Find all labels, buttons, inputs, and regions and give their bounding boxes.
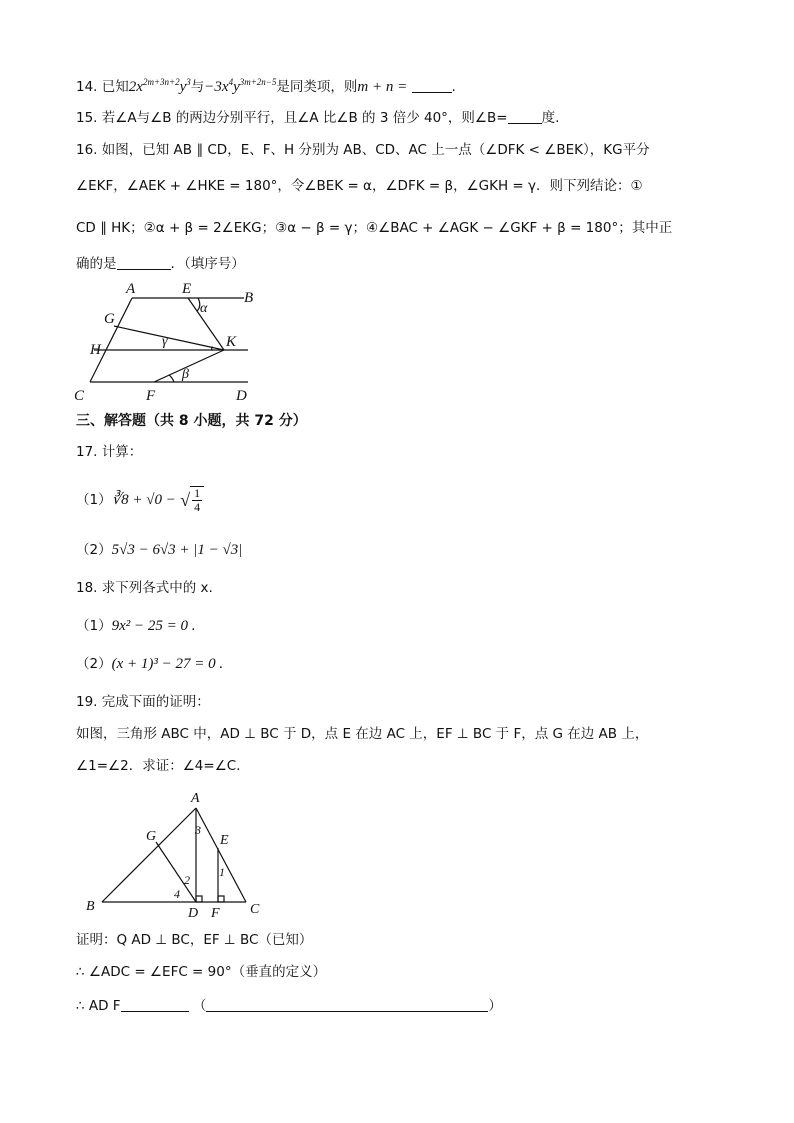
question-16-line-4 [76, 254, 245, 274]
label-k: K [226, 334, 237, 350]
math-term-1: $2x^{2m+3n+2}y^3$ [128, 77, 191, 95]
label-angle-3: 3 [195, 823, 201, 837]
label-e: E [182, 281, 192, 297]
sqrt-symbol: √ [180, 490, 191, 510]
proof-text: ） [488, 998, 502, 1014]
answer-blank[interactable] [412, 78, 452, 93]
label-c: C [250, 902, 260, 917]
math-expression: 5√3 − 6√3 + |1 − √3| [111, 542, 243, 558]
answer-blank[interactable] [508, 109, 542, 124]
part-label: （1） [76, 492, 112, 508]
proof-text: （ [192, 998, 207, 1014]
question-16-line-3: CD ∥ HK；②α + β = 2∠EKG；③α − β = γ；④∠BAC + ∠AGK − ∠GKF + β = 180°；其中正 [76, 220, 673, 236]
proof-line-2: ∴ ∠ADC = ∠EFC = 90°（垂直的定义） [76, 964, 327, 980]
label-d: D [188, 906, 199, 921]
question-text: 是同类项，则 [276, 79, 358, 95]
part-label: （2） [76, 656, 112, 672]
right-angle-d [196, 896, 202, 902]
label-b: B [244, 290, 254, 306]
proof-blank-2[interactable] [206, 997, 488, 1012]
answer-blank[interactable] [117, 255, 171, 270]
math-expression: 9x² − 25 = 0 . [111, 618, 196, 634]
question-text: 15. 若∠A与∠B 的两边分别平行，且∠A 比∠B 的 3 倍少 40°，则∠B= [76, 110, 508, 126]
proof-blank-1[interactable] [121, 997, 189, 1012]
part-label: （2） [76, 542, 112, 558]
proof-text: ∴ AD F [76, 998, 121, 1014]
label-g: G [146, 829, 157, 844]
question-17-title: 17. 计算： [76, 444, 143, 460]
question-18-title: 18. 求下列各式中的 x. [76, 580, 213, 596]
proof-line-1: 证明：Q AD ⊥ BC，EF ⊥ BC（已知） [76, 932, 313, 948]
figure-q19-triangle [80, 786, 280, 922]
label-f: F [211, 906, 220, 921]
label-h: H [90, 342, 101, 358]
label-e: E [220, 833, 229, 848]
label-angle-4: 4 [174, 887, 180, 901]
side-ac [196, 808, 246, 902]
question-14 [76, 72, 456, 97]
part-label: （1） [76, 618, 112, 634]
question-text: 确的是 [76, 256, 117, 272]
question-text: 度. [541, 110, 560, 126]
question-15 [76, 108, 559, 128]
question-18-part-2 [76, 654, 223, 674]
label-alpha: α [200, 301, 208, 316]
fraction: $\frac{1}{4}$ [190, 486, 204, 514]
label-d: D [236, 388, 247, 404]
question-number: 14. [76, 79, 98, 95]
question-19-line-1: 如图，三角形 ABC 中，AD ⊥ BC 于 D，点 E 在边 AC 上，EF ⊥ BC 于 F，点 G 在边 AB 上， [76, 726, 649, 742]
angle-beta-arc [169, 375, 174, 382]
math-expression: m + n = [357, 79, 408, 95]
question-text: . [451, 79, 456, 95]
math-expression: (x + 1)³ − 27 = 0 . [111, 656, 224, 672]
label-beta: β [182, 367, 189, 382]
math-expression: ∛8 + √0 − [111, 492, 176, 508]
math-term-2: $-3x^4y^{3m+2n-5}$ [204, 77, 277, 95]
proof-line-3 [76, 996, 502, 1016]
label-a: A [191, 791, 200, 806]
label-gamma: γ [162, 334, 168, 349]
label-angle-2: 2 [184, 873, 190, 887]
section-heading: 三、解答题（共 8 小题，共 72 分） [76, 413, 307, 429]
label-a: A [126, 281, 136, 297]
label-g: G [104, 311, 115, 327]
line-gk [114, 326, 224, 350]
question-17-part-2 [76, 540, 242, 560]
question-19-title: 19. 完成下面的证明： [76, 694, 210, 710]
question-19-line-2: ∠1=∠2．求证：∠4=∠C． [76, 758, 250, 774]
label-c: C [74, 388, 85, 404]
question-text: ．（填序号） [170, 256, 245, 272]
right-angle-f [218, 896, 224, 902]
question-text: 已知 [101, 79, 129, 95]
question-16-line-2: ∠EKF，∠AEK + ∠HKE = 180°，令∠BEK = α，∠DFK = β，∠GKH = γ．则下列结论：① [76, 178, 643, 194]
line-fk [154, 350, 224, 382]
question-text: 与 [190, 79, 205, 95]
figure-q16-parallel-lines [70, 278, 270, 404]
side-ab [102, 808, 196, 902]
question-18-part-1 [76, 616, 196, 636]
label-b: B [86, 899, 95, 914]
label-f: F [146, 388, 156, 404]
label-angle-1: 1 [219, 865, 225, 879]
question-16-line-1: 16. 如图，已知 AB ∥ CD，E、F、H 分别为 AB、CD、AC 上一点（∠DFK < ∠BEK），KG平分 [76, 142, 650, 158]
question-17-part-1 [76, 486, 204, 514]
